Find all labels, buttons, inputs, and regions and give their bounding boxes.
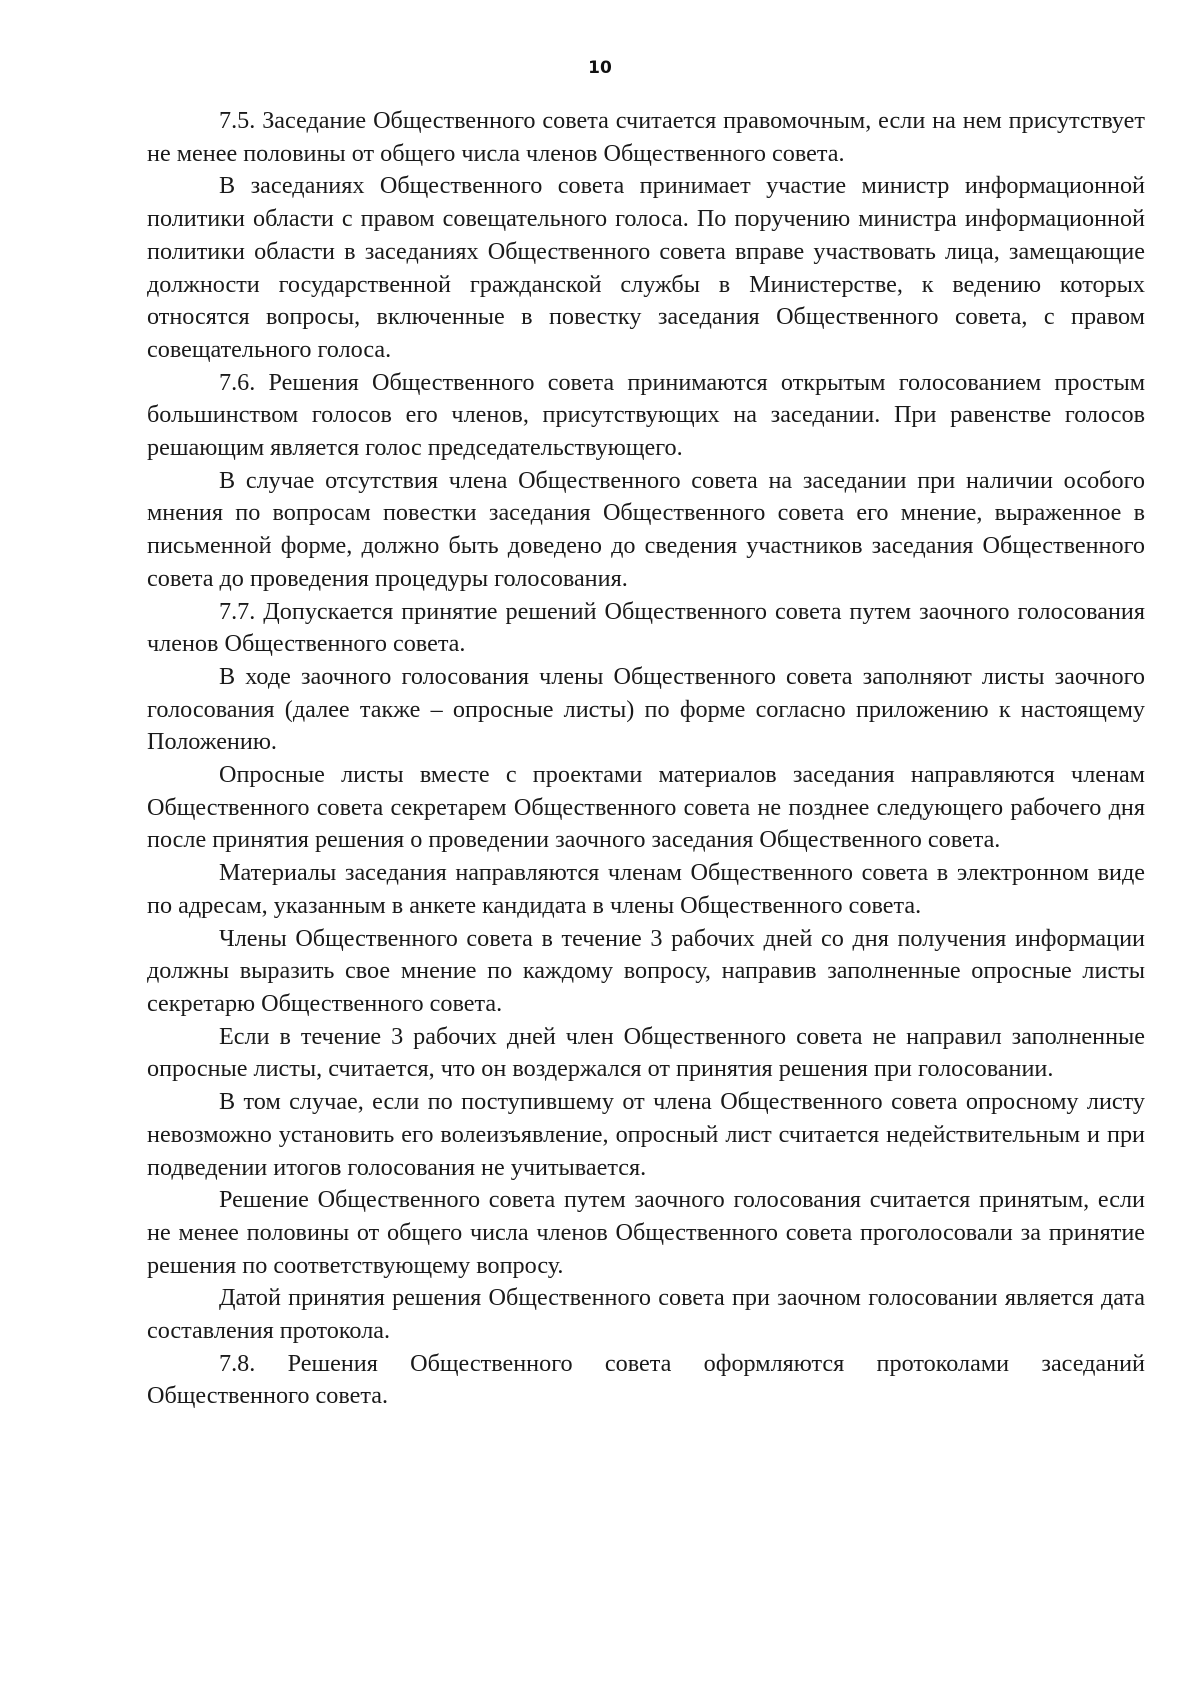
paragraph-7-7: 7.7. Допускается принятие решений Общественного совета путем заочного голосования членов Общественного совета.	[147, 597, 1145, 658]
paragraph-invalid-sheet: В том случае, если по поступившему от члена Общественного совета опросному листу невозможно установить его волеизъявление, опросный лист считается недействительным и при подведении итогов голосования не учитывается.	[147, 1088, 1145, 1181]
paragraph-minister-participation: В заседаниях Общественного совета принимает участие министр информационной политики области с правом совещательного голоса. По поручению министра информационной политики области в заседаниях Общественного совета вправе участвовать лица, замещающие должности государственной гражданской службы в Министерстве, к ведению которых относятся вопросы, включенные в повестку заседания Общественного совета, с правом совещательного голоса.	[147, 172, 1145, 363]
paragraph-absentee-voting-forms: В ходе заочного голосования члены Общественного совета заполняют листы заочного голосования (далее также – опросные листы) по форме согласно приложению к настоящему Положению.	[147, 662, 1145, 756]
paragraph-decision-date: Датой принятия решения Общественного совета при заочном голосовании является дата составления протокола.	[147, 1284, 1145, 1345]
document-body	[147, 105, 1145, 1413]
paragraph-absent-member-opinion: В случае отсутствия члена Общественного совета на заседании при наличии особого мнения по вопросам повестки заседания Общественного совета его мнение, выраженное в письменной форме, должно быть доведено до сведения участников заседания Общественного совета до проведения процедуры голосования.	[147, 466, 1145, 592]
paragraph-7-6: 7.6. Решения Общественного совета принимаются открытым голосованием простым большинством голосов его членов, присутствующих на заседании. При равенстве голосов решающим является голос председательствующего.	[147, 368, 1145, 462]
paragraph-7-8: 7.8. Решения Общественного совета оформляются протоколами заседаний Общественного совета.	[147, 1349, 1145, 1410]
paragraph-abstention: Если в течение 3 рабочих дней член Общественного совета не направил заполненные опросные листы, считается, что он воздержался от принятия решения при голосовании.	[147, 1022, 1145, 1083]
paragraph-7-5: 7.5. Заседание Общественного совета считается правомочным, если на нем присутствует не менее половины от общего числа членов Общественного совета.	[147, 107, 1145, 167]
paragraph-survey-sheets-sending: Опросные листы вместе с проектами материалов заседания направляются членам Общественного совета секретарем Общественного совета не позднее следующего рабочего дня после принятия решения о проведении заочного заседания Общественного совета.	[147, 761, 1145, 854]
paragraph-members-response-period: Члены Общественного совета в течение 3 рабочих дней со дня получения информации должны выразить свое мнение по каждому вопросу, направив заполненные опросные листы секретарю Общественного совета.	[147, 924, 1145, 1017]
paragraph-decision-adopted: Решение Общественного совета путем заочного голосования считается принятым, если не менее половины от общего числа членов Общественного совета проголосовали за принятие решения по соответствующему вопросу.	[147, 1186, 1145, 1279]
page-number: 10	[588, 58, 612, 78]
paragraph-materials-electronic: Материалы заседания направляются членам Общественного совета в электронном виде по адресам, указанным в анкете кандидата в члены Общественного совета.	[147, 859, 1145, 919]
